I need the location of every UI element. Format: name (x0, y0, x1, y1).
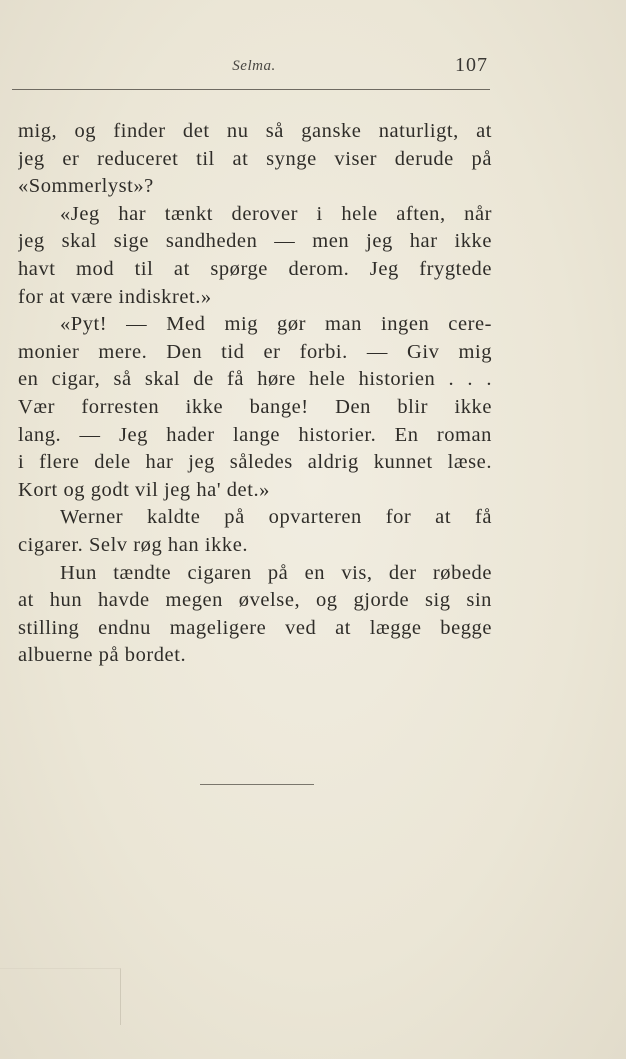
text-line: «Sommerlyst»? (18, 175, 154, 198)
body-text (18, 118, 492, 670)
section-end-rule (200, 784, 314, 785)
text-line: monier mere. Den tid er forbi. — Giv mig (18, 340, 492, 363)
text-line: cigarer. Selv røg han ikke. (18, 533, 249, 556)
page-number: 107 (455, 54, 488, 76)
text-line: mig, og finder det nu så ganske naturligt, at (18, 120, 492, 142)
header-rule (12, 89, 490, 90)
running-title: Selma. (232, 58, 276, 74)
text-line: «Jeg har tænkt derover i hele aften, når (60, 202, 492, 225)
scan-corner-mark (0, 968, 121, 1025)
running-head (18, 52, 490, 88)
text-line: for at være indiskret.» (18, 285, 212, 308)
text-line: jeg er reduceret til at synge viser derude på (18, 147, 492, 170)
text-line: havt mod til at spørge derom. Jeg frygtede (18, 257, 492, 280)
text-line: en cigar, så skal de få høre hele historien . . . (18, 368, 492, 391)
text-line: at hun havde megen øvelse, og gjorde sig sin (18, 589, 492, 612)
text-line: Kort og godt vil jeg ha' det.» (18, 478, 270, 501)
text-line: albuerne på bordet. (18, 644, 187, 667)
text-line: Vær forresten ikke bange! Den blir ikke (18, 395, 492, 418)
text-line: i flere dele har jeg således aldrig kunnet læse. (18, 451, 492, 474)
text-line: jeg skal sige sandheden — men jeg har ikke (18, 230, 492, 253)
text-line: «Pyt! — Med mig gør man ingen cere- (60, 313, 492, 336)
text-line: Hun tændte cigaren på en vis, der røbede (60, 561, 492, 584)
text-line: stilling endnu mageligere ved at lægge begge (18, 616, 492, 639)
text-line: lang. — Jeg hader lange historier. En roman (18, 423, 492, 446)
text-line: Werner kaldte på opvarteren for at få (60, 506, 492, 529)
